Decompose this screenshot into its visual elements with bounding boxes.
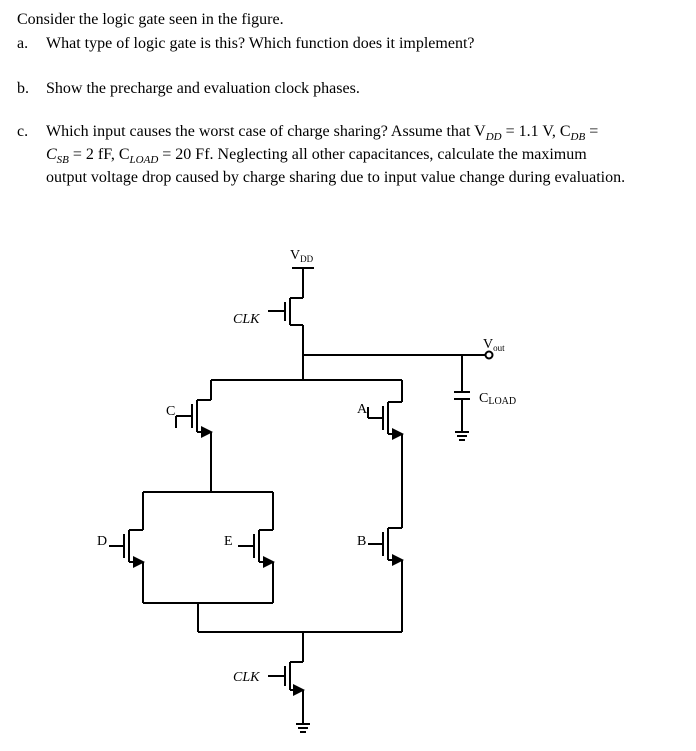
part-c-line1: Which input causes the worst case of charge sharing? Assume that $V_{DD} = 1.1$ V, $C_{DB}$ = — [46, 123, 599, 144]
input-a-label: A — [357, 402, 368, 417]
input-e-label: E — [224, 534, 233, 549]
part-b-text: Show the precharge and evaluation clock phases. — [46, 80, 360, 97]
input-d-label: D — [97, 534, 108, 549]
part-c-line2: $C_{SB} = 2$ fF, $C_{LOAD} = 20$ Ff. Neglecting all other capacitances, calculate the maximum — [46, 146, 587, 167]
part-c-label: c. — [17, 123, 29, 140]
input-b-label: B — [357, 534, 367, 549]
clk-bottom-label: CLK — [233, 670, 260, 685]
clk-top-label: CLK — [233, 312, 260, 327]
intro-text: Consider the logic gate seen in the figure. — [17, 11, 284, 28]
part-a-text: What type of logic gate is this? Which function does it implement? — [46, 35, 475, 52]
cload-label: CLOAD — [479, 391, 517, 407]
part-a-label: a. — [17, 35, 29, 52]
vout-terminal — [486, 352, 493, 359]
input-c-label: C — [166, 404, 176, 419]
part-b-label: b. — [17, 80, 29, 97]
vout-label: $V_{out}$ — [483, 337, 505, 353]
part-c-line3: output voltage drop caused by charge sharing due to input value change during evaluation. — [46, 169, 626, 186]
vdd-label: $V_{DD}$ — [290, 248, 314, 264]
